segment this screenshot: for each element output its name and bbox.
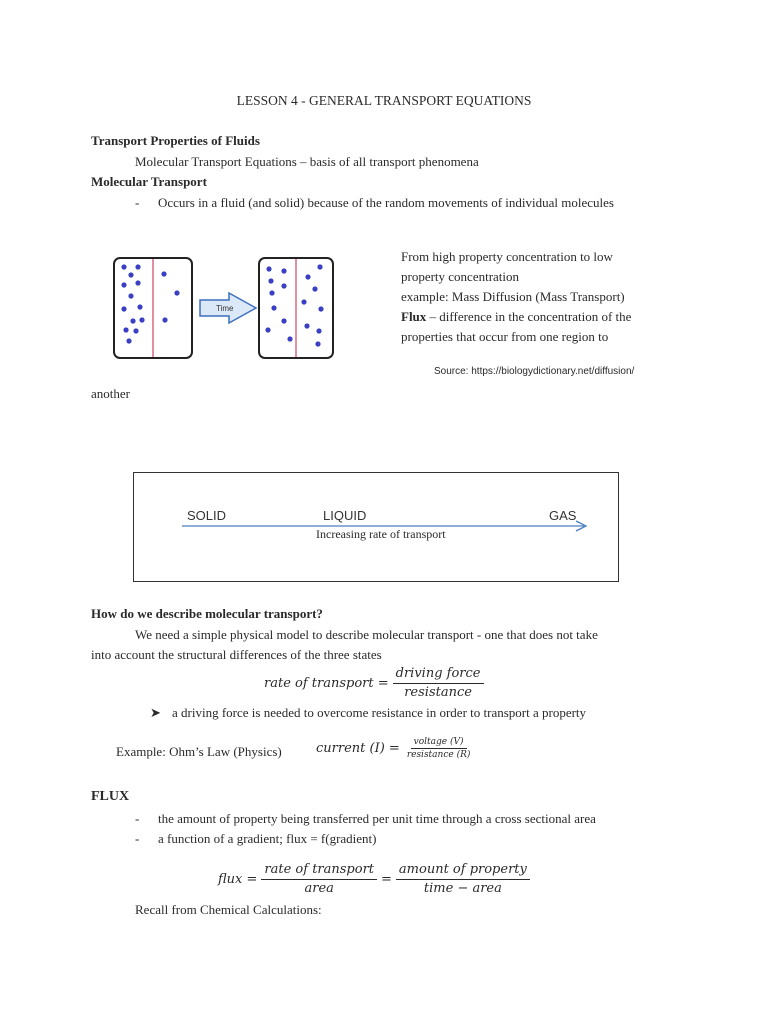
diffusion-figure: [93, 238, 390, 378]
ohm-fraction: [404, 736, 474, 761]
flux-def-line2: properties that occur from one region to: [401, 329, 609, 344]
flux-definition: [401, 307, 701, 327]
page-title: LESSON 4 - GENERAL TRANSPORT EQUATIONS: [236, 93, 532, 108]
equation-flux: [218, 861, 530, 898]
ohm-lhs: current (I) =: [316, 741, 400, 756]
flux-frac1-numerator: rate of transport: [261, 861, 377, 880]
caption-line: example: Mass Diffusion (Mass Transport): [401, 289, 625, 304]
bullet-dash: -: [135, 831, 140, 846]
flux-fraction-1: [261, 861, 377, 898]
time-label: Time: [216, 304, 234, 313]
heading-molecular-transport: Molecular Transport: [91, 174, 207, 189]
figure-source: Source: https://biologydictionary.net/diffusion/: [434, 366, 635, 377]
bullet-flux-gradient: a function of a gradient; flux = f(gradient): [158, 831, 377, 846]
flux-fraction-2: [396, 861, 530, 898]
flux-term: Flux: [401, 309, 427, 324]
bullet-dash: -: [135, 195, 140, 210]
label-liquid: LIQUID: [323, 508, 367, 523]
flux-frac2-numerator: amount of property: [396, 861, 530, 880]
arrow-label: Increasing rate of transport: [316, 527, 446, 541]
arrow-bullet-text: a driving force is needed to overcome resistance in order to transport a property: [172, 705, 587, 720]
heading-describe-transport: How do we describe molecular transport?: [91, 606, 323, 621]
flux-def-rest: – difference in the concentration of the: [426, 309, 632, 324]
eq-lhs: rate of transport =: [264, 676, 389, 691]
flux-equals: =: [381, 872, 392, 887]
caption-line: property concentration: [401, 269, 520, 284]
bullet-dash: -: [135, 811, 140, 826]
eq-denominator: resistance: [404, 685, 472, 700]
eq-numerator: driving force: [393, 665, 484, 684]
ohm-denominator: resistance (R): [406, 750, 471, 760]
bullet-flux-definition: the amount of property being transferred per unit time through a cross sectional area: [158, 811, 596, 826]
caption-another: another: [91, 386, 130, 401]
heading-flux: FLUX: [91, 789, 130, 804]
flux-lhs: flux =: [218, 872, 258, 887]
ohms-law-example: Example: Ohm’s Law (Physics): [116, 744, 282, 759]
equation-ohms-law: [316, 736, 473, 761]
flux-frac2-denominator: time − area: [423, 881, 502, 896]
equation-rate-of-transport: [264, 665, 484, 702]
ohm-numerator: voltage (V): [411, 736, 467, 749]
heading-transport-properties: Transport Properties of Fluids: [91, 133, 260, 148]
label-gas: GAS: [549, 508, 577, 523]
flux-frac1-denominator: area: [304, 881, 334, 896]
figure-caption: [401, 247, 701, 347]
label-solid: SOLID: [187, 508, 227, 523]
subline-molecular-equations: Molecular Transport Equations – basis of all transport phenomena: [135, 154, 479, 169]
para-line1: We need a simple physical model to describe molecular transport - one that does not take: [135, 627, 598, 642]
caption-line: From high property concentration to low: [401, 249, 613, 264]
eq-fraction: [393, 665, 484, 702]
recall-line: Recall from Chemical Calculations:: [135, 902, 322, 917]
bullet-random-movement: Occurs in a fluid (and solid) because of the random movements of individual molecules: [158, 195, 614, 210]
arrow-bullet-icon: ➤: [150, 705, 161, 720]
para-line2: into account the structural differences of the three states: [91, 647, 382, 662]
